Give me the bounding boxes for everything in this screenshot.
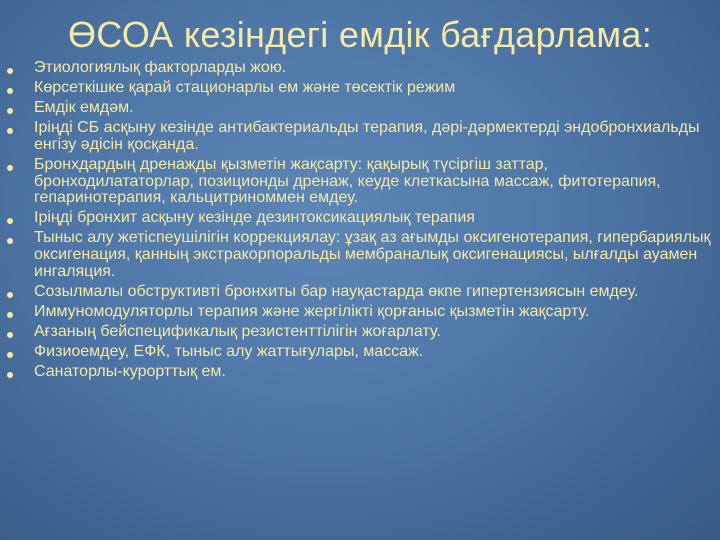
bullet-text: Іріңді СБ асқыну кезінде антибактериальды терапия, дәрі-дәрмектерді эндобронхиальды енгізу әдісін қосқанда. bbox=[34, 119, 700, 153]
bullet-dot-icon bbox=[7, 312, 13, 318]
bullet-item bbox=[0, 230, 712, 280]
bullet-item bbox=[0, 60, 712, 77]
bullet-text: Созылмалы обструктивті бронхиты бар науқастарда өкпе гипертензиясын емдеу. bbox=[34, 282, 639, 300]
bullet-dot-icon bbox=[7, 218, 13, 224]
bullet-dot-icon bbox=[7, 292, 13, 298]
bullet-dot-icon bbox=[7, 68, 13, 74]
bullet-item bbox=[0, 100, 712, 117]
bullet-text: Тыныс алу жетіспеушілігін коррекциялау: ұзақ аз ағымды оксигенотерапия, гипербариялық оксигенация, қанның экстракорпоральды мембраналық оксигенациясы, ылғалды ауамен ингаляция. bbox=[34, 229, 711, 280]
bullet-text: Этиологиялық факторларды жою. bbox=[34, 59, 287, 76]
bullet-dot-icon bbox=[7, 88, 13, 94]
bullet-text: Иммуномодуляторлы терапия және жергілікті қорғаныс қызметін жақсарту. bbox=[34, 302, 590, 320]
bullet-item bbox=[0, 80, 712, 97]
bullet-item bbox=[0, 157, 712, 207]
bullet-list bbox=[0, 60, 712, 384]
bullet-text: Емдік емдәм. bbox=[34, 99, 134, 117]
bullet-text: Іріңді бронхит асқыну кезінде дезинтоксикациялық терапия bbox=[34, 209, 475, 227]
bullet-item bbox=[0, 344, 712, 361]
bullet-dot-icon bbox=[7, 128, 13, 134]
bullet-item bbox=[0, 120, 712, 153]
bullet-dot-icon bbox=[7, 352, 13, 358]
bullet-text: Санаторлы-курорттық ем. bbox=[34, 363, 226, 380]
bullet-item bbox=[0, 324, 712, 341]
bullet-text: Физиоемдеу, ЕФК, тыныс алу жаттығулары, массаж. bbox=[34, 342, 424, 360]
slide-title: ӨСОА кезіндегі емдік бағдарлама: bbox=[67, 14, 653, 55]
bullet-dot-icon bbox=[7, 238, 13, 244]
bullet-dot-icon bbox=[7, 372, 13, 378]
bullet-item bbox=[0, 284, 712, 301]
bullet-item bbox=[0, 364, 712, 381]
bullet-text: Ағзаның бейспецификалық резистенттілігін жоғарлату. bbox=[34, 322, 441, 340]
bullet-text: Бронхдардың дренажды қызметін жақсарту: қақырық түсіргіш заттар, бронходилататорлар, позиционды дренаж, кеуде клеткасына массаж, фитотерапия, гепаринотерапия, кальцитриноммен емдеу. bbox=[34, 155, 661, 207]
bullet-text: Көрсеткішке қарай стационарлы ем және төсектік режим bbox=[34, 79, 456, 97]
bullet-item bbox=[0, 210, 712, 227]
bullet-dot-icon bbox=[7, 332, 13, 338]
bullet-dot-icon bbox=[7, 165, 13, 171]
bullet-dot-icon bbox=[7, 108, 13, 114]
bullet-item bbox=[0, 304, 712, 321]
